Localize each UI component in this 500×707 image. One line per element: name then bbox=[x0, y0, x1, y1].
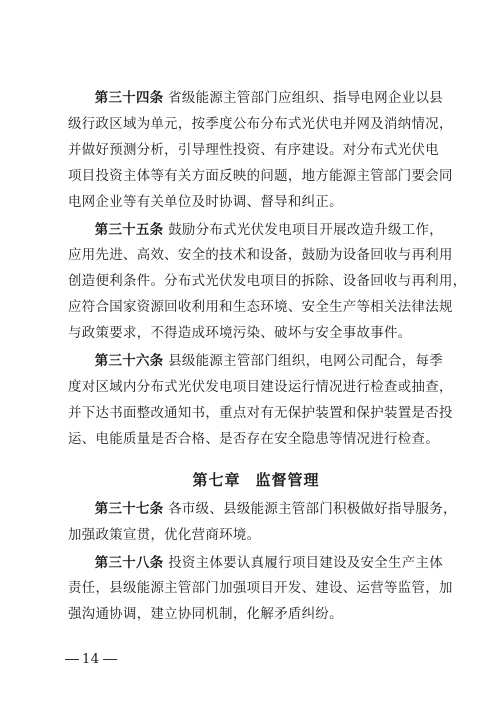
article-37-line-1 bbox=[68, 497, 457, 523]
article-38-line-1 bbox=[68, 551, 444, 577]
article-38 bbox=[68, 551, 453, 629]
page-number-dash-left bbox=[65, 659, 79, 660]
article-38-text: 投资主体要认真履行项目建设及安全生产主体 bbox=[168, 555, 443, 571]
article-35-line-4: 应符合国家资源回收利用和生态环境、安全生产等相关法律法规 bbox=[68, 300, 453, 316]
article-36-line-3: 并下达书面整改通知书，重点对有无保护装置和保护装置是否投 bbox=[68, 405, 453, 421]
page-number-dash-right bbox=[103, 659, 117, 660]
article-34-line-2: 级行政区域为单元，按季度公布分布式光伏电并网及消纳情况， bbox=[68, 116, 453, 132]
article-36-text: 县级能源主管部门组织，电网公司配合，每季 bbox=[168, 354, 443, 370]
article-34 bbox=[68, 86, 453, 216]
article-35-line-3: 创造便利条件。分布式光伏发电项目的拆除、设备回收与再利用， bbox=[68, 274, 467, 290]
article-37-text: 各市级、县级能源主管部门积极做好指导服务， bbox=[168, 501, 457, 517]
article-35-line-5: 与政策要求，不得造成环境污染、破坏与安全事故事件。 bbox=[68, 326, 412, 342]
article-35-line-1 bbox=[68, 218, 444, 244]
article-37 bbox=[68, 497, 457, 549]
page-footer bbox=[62, 652, 120, 668]
article-36-line-2: 度对区域内分布式光伏发电项目建设运行情况进行检查或抽查， bbox=[68, 379, 453, 395]
article-36 bbox=[68, 349, 453, 453]
chapter-number: 第七章 bbox=[192, 470, 241, 489]
chapter-heading bbox=[68, 467, 444, 493]
article-37-line-2: 加强政策宣贯，优化营商环境。 bbox=[68, 527, 261, 543]
article-34-label: 第三十四条 bbox=[94, 90, 164, 106]
article-36-label: 第三十六条 bbox=[94, 353, 164, 370]
article-35 bbox=[68, 218, 467, 348]
article-38-line-2: 责任，县级能源主管部门加强项目开发、建设、运营等监管，加 bbox=[68, 581, 453, 597]
article-34-line-3: 并做好预测分析，引导理性投资、有序建设。对分布式光伏电 bbox=[68, 142, 439, 158]
chapter-title: 监督管理 bbox=[255, 470, 320, 489]
article-38-line-3: 强沟通协调，建立协同机制，化解矛盾纠纷。 bbox=[68, 607, 343, 623]
article-35-line-2: 应用先进、高效、安全的技术和设备，鼓励为设备回收与再利用 bbox=[68, 248, 453, 264]
article-34-line-4: 项目投资主体等有关方面反映的问题，地方能源主管部门要会同 bbox=[68, 168, 453, 184]
article-34-line-1 bbox=[68, 86, 444, 112]
article-36-line-4: 运、电能质量是否合格、是否存在安全隐患等情况进行检查。 bbox=[68, 431, 439, 447]
article-35-text: 鼓励分布式光伏发电项目开展改造升级工作， bbox=[168, 222, 443, 238]
article-37-label: 第三十七条 bbox=[94, 500, 164, 517]
article-34-line-5: 电网企业等有关单位及时协调、督导和纠正。 bbox=[68, 194, 343, 210]
page-number: 14 bbox=[82, 652, 100, 667]
article-36-line-1 bbox=[68, 349, 444, 375]
article-34-text: 省级能源主管部门应组织、指导电网企业以县 bbox=[168, 91, 443, 106]
article-38-label: 第三十八条 bbox=[94, 554, 164, 571]
page-content bbox=[68, 86, 467, 628]
article-35-label: 第三十五条 bbox=[94, 221, 164, 238]
